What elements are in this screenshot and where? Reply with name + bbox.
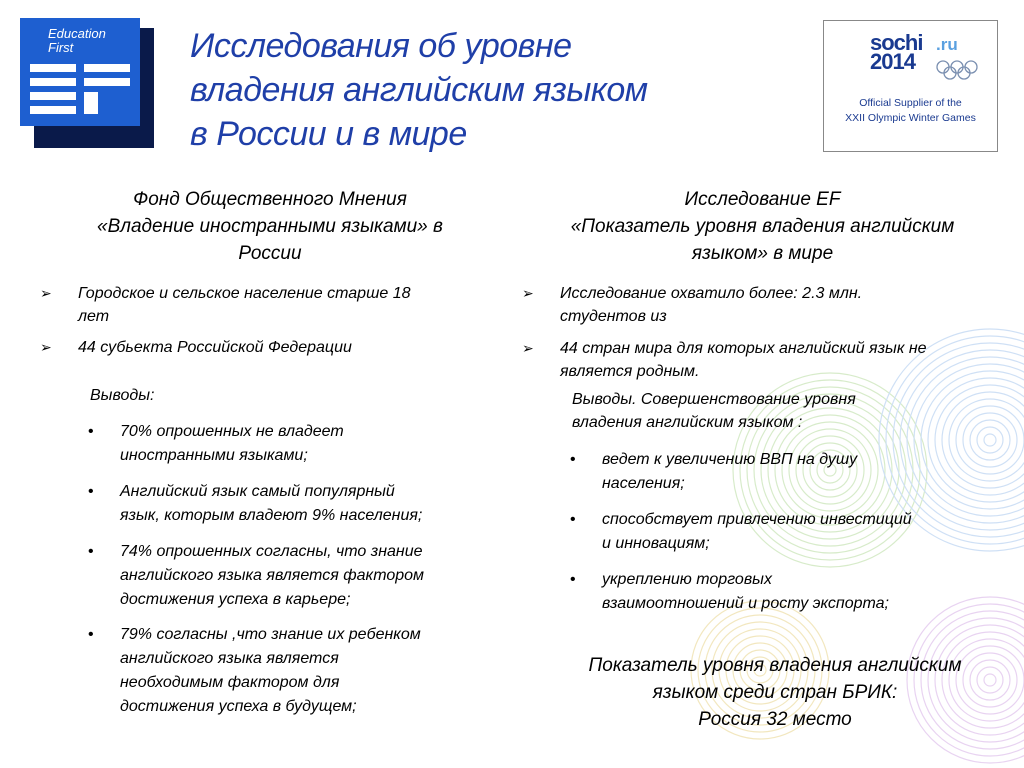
sochi-word: sochi — [870, 30, 923, 55]
title-line: Исследования об уровне — [190, 27, 572, 65]
arrow-bullet-icon: ➢ — [522, 340, 534, 356]
official-supplier-text: Official Supplier of the XXII Olympic Winter Games — [845, 97, 976, 124]
bullet-dot-icon: • — [88, 543, 94, 560]
bullet-dot-icon: • — [88, 483, 94, 500]
arrow-bullet-icon: ➢ — [40, 339, 52, 355]
brics-ranking-statement: Показатель уровня владения английским языком среди стран БРИК: Россия 32 место — [588, 655, 962, 730]
left-column-heading: Фонд Общественного Мнения «Владение иностранными языками» в России — [97, 189, 443, 264]
page-title — [190, 24, 790, 156]
right-conclusion-label: Выводы. Совершенствование уровня владения английским языком : — [572, 391, 856, 431]
ef-brand-text: Education First — [48, 26, 106, 55]
title-line: в России и в мире — [190, 115, 467, 153]
ef-mark-icon — [28, 62, 132, 120]
arrow-bullet-icon: ➢ — [522, 285, 534, 301]
olympic-rings-icon — [934, 59, 990, 81]
bullet-dot-icon: • — [88, 626, 94, 643]
arrow-bullet-icon: ➢ — [40, 285, 52, 301]
ef-logo — [20, 18, 154, 146]
right-column-heading: Исследование EF «Показатель уровня владения английским языком» в мире — [570, 189, 955, 264]
sochi-domain: .ru — [936, 35, 958, 54]
sochi-year: 2014 — [870, 49, 915, 74]
bullet-dot-icon: • — [88, 423, 94, 440]
left-conclusion-label: Выводы: — [90, 387, 155, 404]
bullet-dot-icon: • — [570, 571, 576, 588]
sochi-2014-logo — [823, 20, 998, 152]
title-line: владения английским языком — [190, 71, 648, 109]
bullet-dot-icon: • — [570, 511, 576, 528]
bullet-dot-icon: • — [570, 451, 576, 468]
